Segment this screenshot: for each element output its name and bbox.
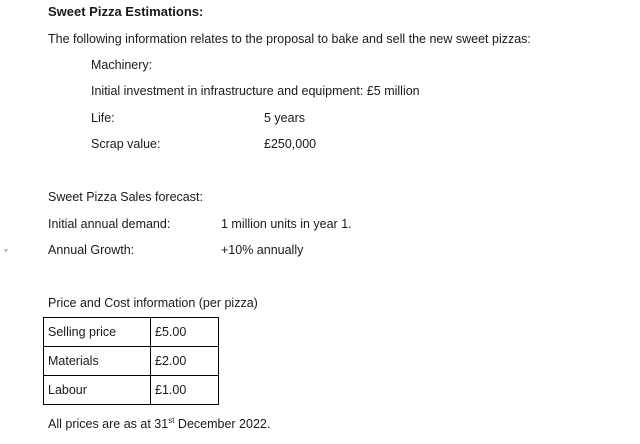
footnote-prefix: All prices are as at 31 xyxy=(48,417,169,431)
cost-value-cell: £2.00 xyxy=(151,347,219,376)
cost-item-cell: Materials xyxy=(44,347,151,376)
cost-item-cell: Selling price xyxy=(44,318,151,347)
page-title: Sweet Pizza Estimations: xyxy=(48,4,204,19)
investment-text: Initial investment in infrastructure and equipment: £5 million xyxy=(91,84,420,98)
life-value: 5 years xyxy=(264,111,305,125)
table-row xyxy=(44,347,219,376)
demand-label: Initial annual demand: xyxy=(48,217,171,231)
scrap-value: £250,000 xyxy=(264,137,317,151)
footnote xyxy=(48,416,270,432)
growth-label: Annual Growth: xyxy=(48,243,135,257)
cost-value-cell: £5.00 xyxy=(151,318,219,347)
chevron-down-icon: ▾ xyxy=(4,246,9,255)
growth-value: +10% annually xyxy=(221,243,304,257)
footnote-suffix: December 2022. xyxy=(174,417,271,431)
life-label: Life: xyxy=(91,111,115,125)
sales-heading: Sweet Pizza Sales forecast: xyxy=(48,190,203,204)
cost-table xyxy=(43,317,219,405)
costs-heading: Price and Cost information (per pizza) xyxy=(48,296,258,310)
table-row xyxy=(44,376,219,405)
intro-paragraph: The following information relates to the proposal to bake and sell the new sweet pizzas: xyxy=(48,32,531,46)
demand-value: 1 million units in year 1. xyxy=(221,217,352,231)
cost-value-cell: £1.00 xyxy=(151,376,219,405)
footnote-superscript: st xyxy=(168,416,175,425)
machinery-label: Machinery: xyxy=(91,58,153,72)
scrap-label: Scrap value: xyxy=(91,137,161,151)
cost-item-cell: Labour xyxy=(44,376,151,405)
table-row xyxy=(44,318,219,347)
